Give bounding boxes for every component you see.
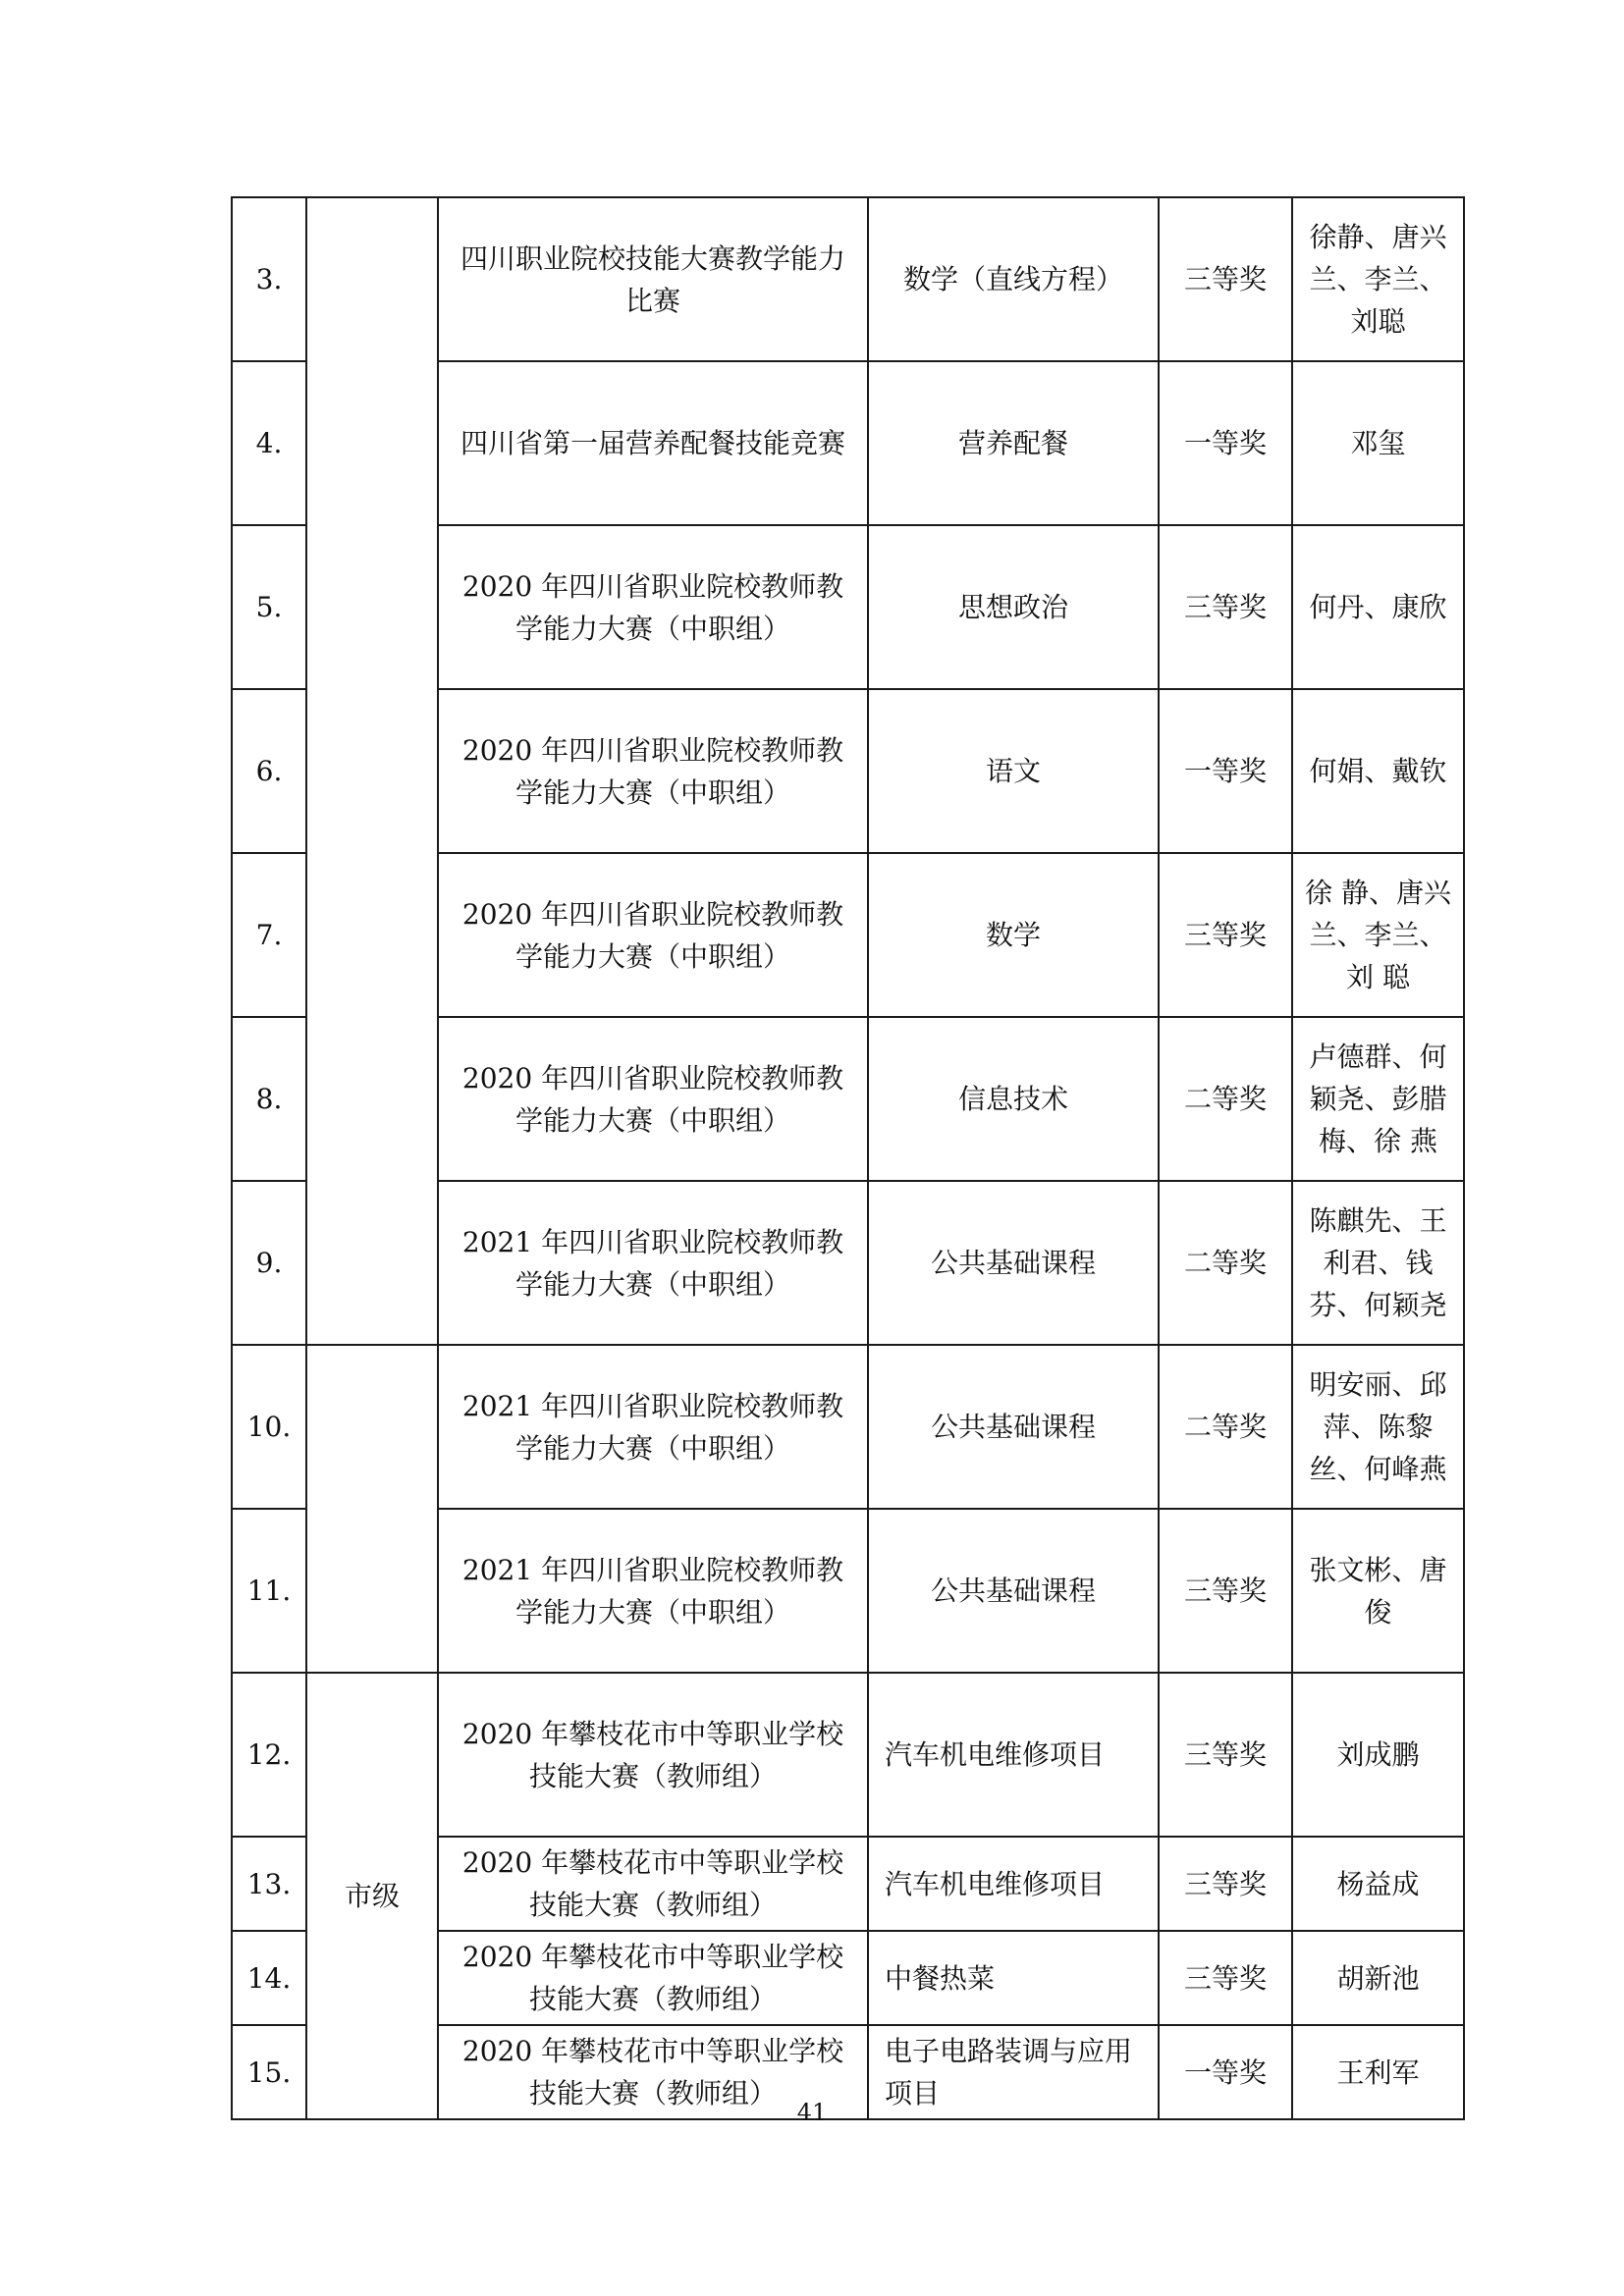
competition-cell: 2021 年四川省职业院校教师教学能力大赛（中职组） xyxy=(438,1509,868,1673)
level-cell-city: 市级 xyxy=(306,1673,438,2119)
award-cell: 三等奖 xyxy=(1159,1509,1292,1673)
row-number: 8. xyxy=(232,1017,306,1181)
award-cell: 二等奖 xyxy=(1159,1017,1292,1181)
row-number: 13. xyxy=(232,1837,306,1931)
item-cell: 公共基础课程 xyxy=(868,1345,1159,1509)
item-cell: 汽车机电维修项目 xyxy=(868,1837,1159,1931)
item-cell: 数学 xyxy=(868,853,1159,1017)
row-number: 15. xyxy=(232,2025,306,2119)
competition-cell: 2020 年四川省职业院校教师教学能力大赛（中职组） xyxy=(438,853,868,1017)
names-cell: 杨益成 xyxy=(1292,1837,1464,1931)
competition-cell: 2021 年四川省职业院校教师教学能力大赛（中职组） xyxy=(438,1345,868,1509)
competition-cell: 四川职业院校技能大赛教学能力比赛 xyxy=(438,197,868,361)
names-cell: 何丹、康欣 xyxy=(1292,525,1464,689)
row-number: 10. xyxy=(232,1345,306,1509)
competition-cell: 2020 年四川省职业院校教师教学能力大赛（中职组） xyxy=(438,525,868,689)
competition-cell: 2020 年攀枝花市中等职业学校技能大赛（教师组） xyxy=(438,1673,868,1837)
item-cell: 营养配餐 xyxy=(868,361,1159,525)
row-number: 7. xyxy=(232,853,306,1017)
item-cell: 信息技术 xyxy=(868,1017,1159,1181)
award-cell: 一等奖 xyxy=(1159,689,1292,853)
competition-cell: 2020 年攀枝花市中等职业学校技能大赛（教师组） xyxy=(438,2025,868,2119)
names-cell: 胡新池 xyxy=(1292,1931,1464,2025)
table-row xyxy=(232,1673,1464,1837)
row-number: 9. xyxy=(232,1181,306,1345)
award-cell: 三等奖 xyxy=(1159,1837,1292,1931)
names-cell: 卢德群、何颖尧、彭腊梅、徐 燕 xyxy=(1292,1017,1464,1181)
item-cell: 中餐热菜 xyxy=(868,1931,1159,2025)
level-cell-provincial-2 xyxy=(306,1345,438,1673)
row-number: 6. xyxy=(232,689,306,853)
item-cell: 汽车机电维修项目 xyxy=(868,1673,1159,1837)
level-cell-provincial xyxy=(306,197,438,1345)
competition-cell: 四川省第一届营养配餐技能竞赛 xyxy=(438,361,868,525)
item-cell: 语文 xyxy=(868,689,1159,853)
competition-cell: 2020 年四川省职业院校教师教学能力大赛（中职组） xyxy=(438,689,868,853)
awards-table xyxy=(231,196,1465,2120)
names-cell: 徐静、唐兴兰、李兰、刘聪 xyxy=(1292,197,1464,361)
row-number: 3. xyxy=(232,197,306,361)
names-cell: 王利军 xyxy=(1292,2025,1464,2119)
item-cell: 公共基础课程 xyxy=(868,1181,1159,1345)
page-number: 41 xyxy=(796,2099,828,2126)
award-cell: 三等奖 xyxy=(1159,1673,1292,1837)
competition-cell: 2020 年四川省职业院校教师教学能力大赛（中职组） xyxy=(438,1017,868,1181)
award-cell: 二等奖 xyxy=(1159,1181,1292,1345)
row-number: 4. xyxy=(232,361,306,525)
names-cell: 刘成鹏 xyxy=(1292,1673,1464,1837)
table-row xyxy=(232,197,1464,361)
award-cell: 一等奖 xyxy=(1159,2025,1292,2119)
item-cell: 思想政治 xyxy=(868,525,1159,689)
names-cell: 邓玺 xyxy=(1292,361,1464,525)
row-number: 11. xyxy=(232,1509,306,1673)
item-cell: 公共基础课程 xyxy=(868,1509,1159,1673)
item-cell: 电子电路装调与应用项目 xyxy=(868,2025,1159,2119)
award-cell: 三等奖 xyxy=(1159,525,1292,689)
competition-cell: 2020 年攀枝花市中等职业学校技能大赛（教师组） xyxy=(438,1837,868,1931)
names-cell: 徐 静、唐兴兰、李兰、刘 聪 xyxy=(1292,853,1464,1017)
row-number: 14. xyxy=(232,1931,306,2025)
award-cell: 三等奖 xyxy=(1159,197,1292,361)
competition-cell: 2021 年四川省职业院校教师教学能力大赛（中职组） xyxy=(438,1181,868,1345)
item-cell: 数学（直线方程） xyxy=(868,197,1159,361)
names-cell: 张文彬、唐俊 xyxy=(1292,1509,1464,1673)
award-cell: 三等奖 xyxy=(1159,853,1292,1017)
award-cell: 二等奖 xyxy=(1159,1345,1292,1509)
names-cell: 陈麒先、王利君、钱芬、何颖尧 xyxy=(1292,1181,1464,1345)
table-row xyxy=(232,1345,1464,1509)
award-cell: 一等奖 xyxy=(1159,361,1292,525)
award-cell: 三等奖 xyxy=(1159,1931,1292,2025)
names-cell: 何娟、戴钦 xyxy=(1292,689,1464,853)
names-cell: 明安丽、邱萍、陈黎丝、何峰燕 xyxy=(1292,1345,1464,1509)
row-number: 12. xyxy=(232,1673,306,1837)
row-number: 5. xyxy=(232,525,306,689)
competition-cell: 2020 年攀枝花市中等职业学校技能大赛（教师组） xyxy=(438,1931,868,2025)
